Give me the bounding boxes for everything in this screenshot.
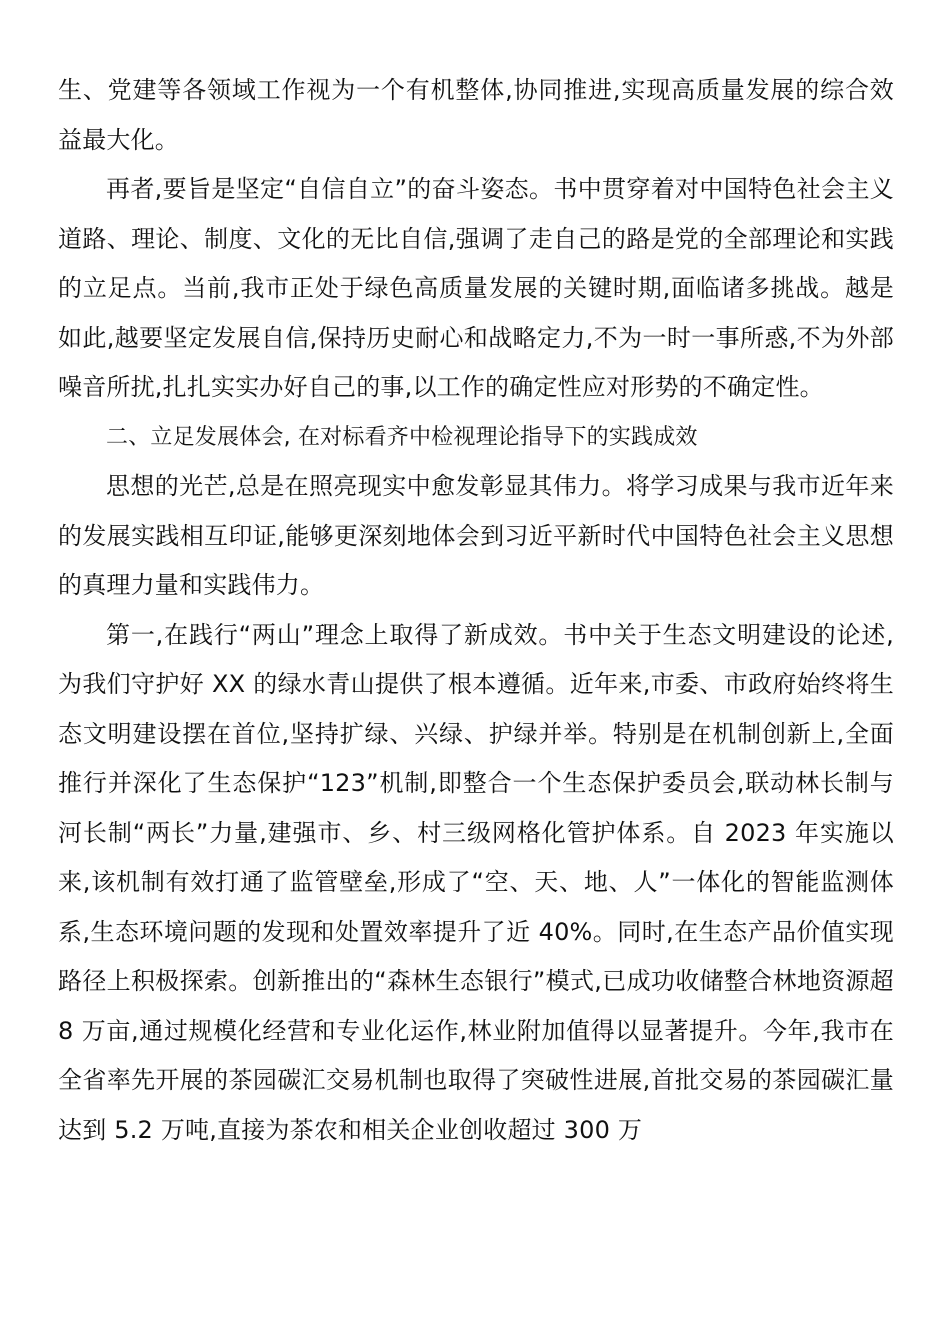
paragraph-continuation: 生、党建等各领域工作视为一个有机整体,协同推进,实现高质量发展的综合效益最大化。 [58, 76, 894, 154]
paragraph-ecology: 第一,在践行“两山”理念上取得了新成效。书中关于生态文明建设的论述,为我们守护好 XX 的绿水青山提供了根本遵循。近年来,市委、市政府始终将生态文明建设摆在首位,坚持扩绿、兴绿、护绿并举。特别是在机制创新上,全面推行并深化了生态保护“123”机制,即整合一个生态保护委员会,联动林长制与河长制“两长”力量,建强市、乡、村三级网格化管护体系。自 2023 年实施以来,该机制有效打通了监管壁垒,形成了“空、天、地、人”一体化的智能监测体系,生态环境问题的发现和处置效率提升了近 40%。同时,在生态产品价值实现路径上积极探索。创新推出的“森林生态银行”模式,已成功收储整合林地资源超 8 万亩,通过规模化经营和专业化运作,林业附加值得以显著提升。今年,我市在全省率先开展的茶园碳汇交易机制也取得了突破性进展,首批交易的茶园碳汇量达到 5.2 万吨,直接为茶农和相关企业创收超过 300 万 [58, 620, 894, 1144]
paragraph-intro: 思想的光芒,总是在照亮现实中愈发彰显其伟力。将学习成果与我市近年来的发展实践相互印证,能够更深刻地体会到习近平新时代中国特色社会主义思想的真理力量和实践伟力。 [58, 472, 894, 599]
paragraph-confidence: 再者,要旨是坚定“自信自立”的奋斗姿态。书中贯穿着对中国特色社会主义道路、理论、制度、文化的无比自信,强调了走自己的路是党的全部理论和实践的立足点。当前,我市正处于绿色高质量发展的关键时期,面临诸多挑战。越是如此,越要坚定发展自信,保持历史耐心和战略定力,不为一时一事所惑,不为外部噪音所扰,扎扎实实办好自己的事,以工作的确定性应对形势的不确定性。 [58, 175, 894, 401]
document-body [58, 66, 894, 1155]
section-heading: 二、立足发展体会, 在对标看齐中检视理论指导下的实践成效 [106, 424, 698, 450]
